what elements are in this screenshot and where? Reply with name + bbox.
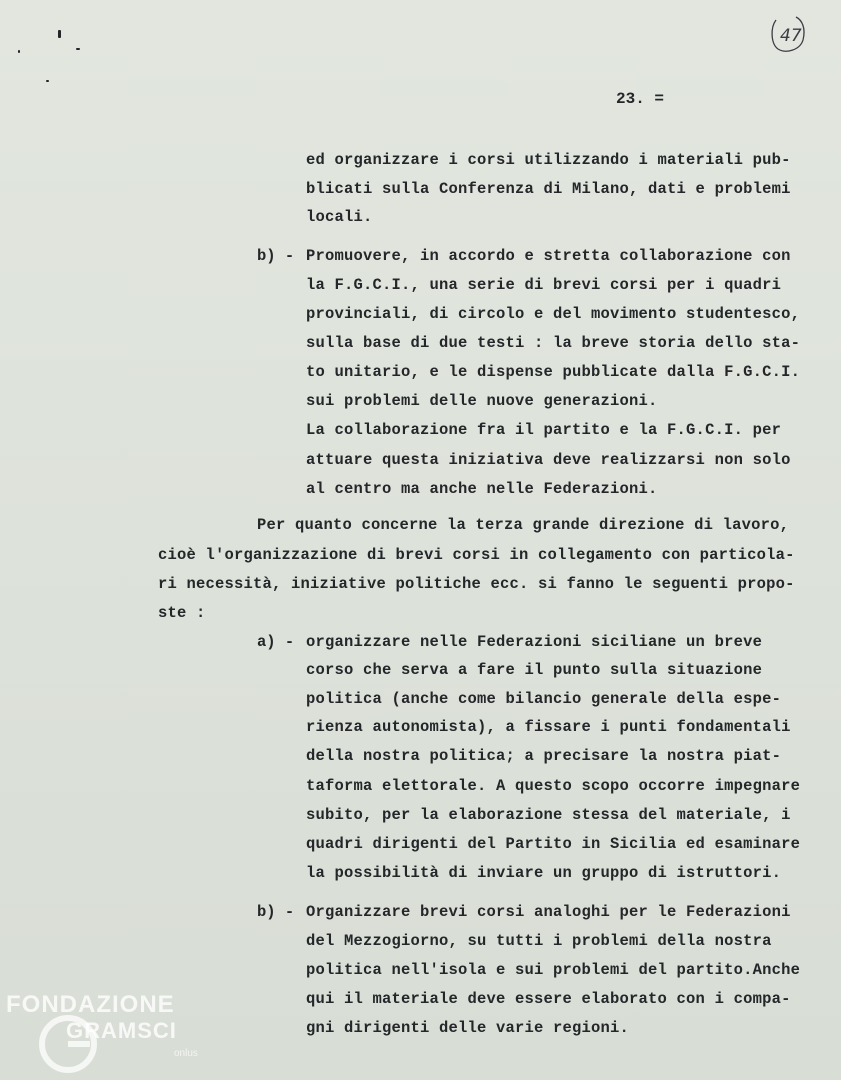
text-line: la possibilità di inviare un gruppo di istruttori. xyxy=(306,864,782,882)
text-line: politica (anche come bilancio generale della espe- xyxy=(306,690,782,708)
archive-number-text: 47 xyxy=(780,26,802,46)
text-line: Per quanto concerne la terza grande direzione di lavoro, xyxy=(257,516,790,534)
page-number: 23. = xyxy=(616,90,665,108)
text-line: locali. xyxy=(306,208,373,226)
text-line: taforma elettorale. A questo scopo occorre impegnare xyxy=(306,777,801,795)
text-line: ste : xyxy=(158,604,206,622)
text-line: gni dirigenti delle varie regioni. xyxy=(306,1019,630,1037)
text-line: ed organizzare i corsi utilizzando i materiali pub- xyxy=(306,151,791,169)
text-line: del Mezzogiorno, su tutti i problemi della nostra xyxy=(306,932,772,950)
list-marker: a) - xyxy=(257,633,295,651)
watermark-line2: GRAMSCI xyxy=(66,1018,177,1043)
text-line: sulla base di due testi : la breve storia dello sta- xyxy=(306,334,801,352)
list-marker: b) - xyxy=(257,903,295,921)
archive-number-stamp xyxy=(768,14,808,54)
text-line: Organizzare brevi corsi analoghi per le Federazioni xyxy=(306,903,791,921)
watermark-line1: FONDAZIONE xyxy=(6,991,175,1018)
watermark-line3: onlus xyxy=(174,1048,198,1059)
text-line: politica nell'isola e sui problemi del partito.Anche xyxy=(306,961,801,979)
ink-speck xyxy=(58,30,61,38)
text-line: provinciali, di circolo e del movimento studentesco, xyxy=(306,305,801,323)
text-line: della nostra politica; a precisare la nostra piat- xyxy=(306,747,782,765)
text-line: quadri dirigenti del Partito in Sicilia ed esaminare xyxy=(306,835,801,853)
text-line: qui il materiale deve essere elaborato con i compa- xyxy=(306,990,791,1008)
text-line: corso che serva a fare il punto sulla situazione xyxy=(306,661,763,679)
text-line: subito, per la elaborazione stessa del materiale, i xyxy=(306,806,791,824)
text-line: cioè l'organizzazione di brevi corsi in collegamento con particola- xyxy=(158,546,795,564)
text-line: attuare questa iniziativa deve realizzarsi non solo xyxy=(306,451,791,469)
text-line: to unitario, e le dispense pubblicate dalla F.G.C.I. xyxy=(306,363,801,381)
list-marker: b) - xyxy=(257,247,295,265)
text-line: Promuovere, in accordo e stretta collaborazione con xyxy=(306,247,791,265)
text-line: ri necessità, iniziative politiche ecc. si fanno le seguenti propo- xyxy=(158,575,795,593)
fondazione-gramsci-watermark xyxy=(4,988,214,1078)
text-line: La collaborazione fra il partito e la F.G.C.I. per xyxy=(306,421,782,439)
text-line: rienza autonomista), a fissare i punti fondamentali xyxy=(306,718,791,736)
text-line: sui problemi delle nuove generazioni. xyxy=(306,392,658,410)
text-line: organizzare nelle Federazioni siciliane un breve xyxy=(306,633,763,651)
ink-speck xyxy=(18,50,20,53)
text-line: blicati sulla Conferenza di Milano, dati e problemi xyxy=(306,180,791,198)
text-line: la F.G.C.I., una serie di brevi corsi per i quadri xyxy=(306,276,782,294)
text-line: al centro ma anche nelle Federazioni. xyxy=(306,480,658,498)
ink-speck xyxy=(76,48,80,50)
ink-speck xyxy=(46,80,49,82)
